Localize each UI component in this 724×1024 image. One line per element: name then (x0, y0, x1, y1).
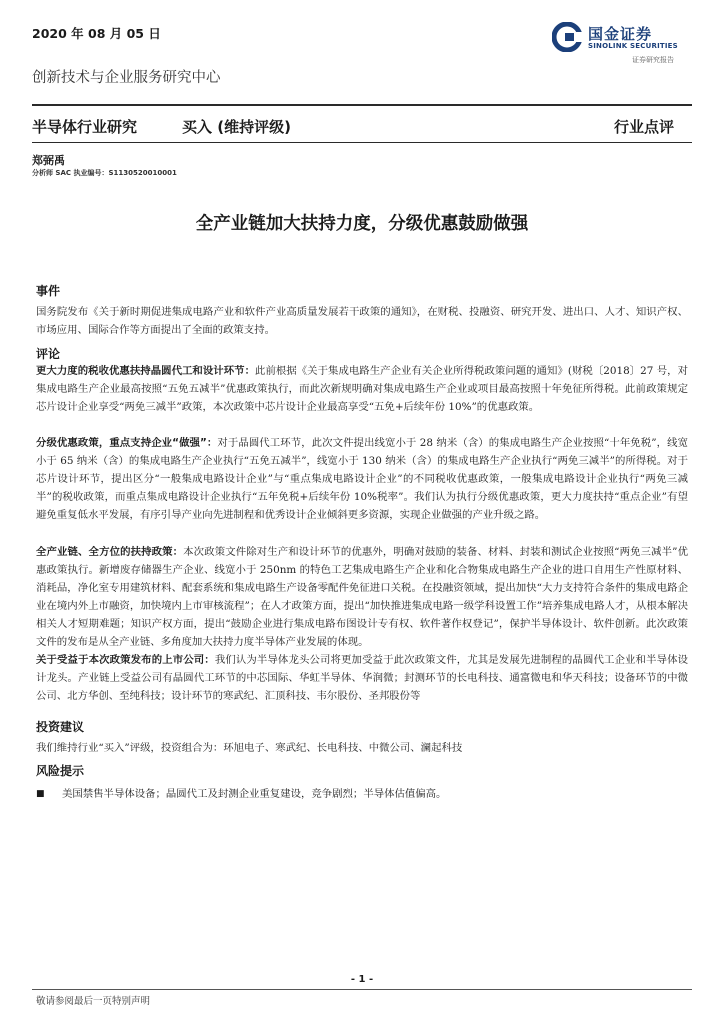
logo-chinese-name: 国金证券 (588, 25, 653, 43)
author-name: 郑弼禹 (32, 154, 65, 167)
logo-english-name: SINOLINK SECURITIES (588, 42, 678, 50)
comment-heading: 评论 (36, 347, 61, 361)
rating-label: 买入 (维持评级) (182, 118, 291, 136)
event-heading: 事件 (36, 284, 61, 298)
comment-paragraph-1 (36, 362, 688, 416)
company-logo (552, 22, 702, 66)
page-number: - 1 - (350, 974, 374, 985)
paragraph-3-text: 本次政策文件除对生产和设计环节的优惠外，明确对鼓励的装备、材料、封装和测试企业按照“两免三减半”优惠政策执行。新增废存储器生产企业、线宽小于 250nm 的特色工艺集成电路生产企业和化合物集成电路生产企业的进口自用生产性原材料、消耗品，净化室专用建筑材料、配套系统和集成电路生产设备零配件免征进口关税。在投融资领域，提出加快“大力支持符合条件的集成电路企业在境内外上市融资，加快境内上市审核流程”；在人才政策方面，提出“加快推进集成电路一级学科设置工作”培养集成电路人才，从根本解决相关人才短期难题；知识产权方面，提出“鼓励企业进行集成电路布图设计专有权、软件著作权登记”，保护半导体设计、软件创新。此次政策文件的发布是从全产业链、多角度加大扶持力度半导体产业发展的体现。 (36, 546, 688, 648)
paragraph-1-lead: 更大力度的税收优惠扶持晶圆代工和设计环节： (36, 365, 256, 377)
logo-subtitle: 证券研究报告 (632, 56, 674, 64)
paragraph-4-text: 我们认为半导体龙头公司将更加受益于此次政策文件，尤其是发展先进制程的晶圆代工企业和半导体设计龙头。产业链上受益公司有晶圆代工环节的中芯国际、华虹半导体、华润微；封测环节的长电科技、通富微电和华天科技；设备环节的中微公司、北方华创、至纯科技；设计环节的寒武纪、汇顶科技、韦尔股份、圣邦股份等 (36, 654, 688, 702)
paragraph-4-lead: 关于受益于本次政策发布的上市公司： (36, 654, 215, 666)
comment-paragraph-3 (36, 543, 688, 651)
investment-paragraph: 我们维持行业“买入”评级，投资组合为：环旭电子、寒武纪、长电科技、中微公司、澜起科技 (36, 742, 463, 754)
author-certificate: 分析师 SAC 执业编号：S1130520010001 (32, 169, 177, 177)
event-paragraph: 国务院发布《关于新时期促进集成电路产业和软件产业高质量发展若干政策的通知》，在财税、投融资、研究开发、进出口、人才、知识产权、市场应用、国际合作等方面提出了全面的政策支持。 (36, 306, 688, 336)
investment-heading: 投资建议 (36, 720, 85, 734)
report-type: 行业点评 (614, 118, 675, 136)
footer-divider (32, 989, 692, 990)
paragraph-3-lead: 全产业链、全方位的扶持政策： (36, 546, 184, 558)
paragraph-2-lead: 分级优惠政策，重点支持企业“做强”： (36, 437, 218, 449)
risk-bullet-icon: ■ (36, 789, 45, 799)
report-date: 2020 年 08 月 05 日 (32, 26, 161, 41)
department-name: 创新技术与企业服务研究中心 (32, 70, 221, 86)
comment-paragraph-4 (36, 651, 688, 705)
paragraph-1-text: 此前根据《关于集成电路生产企业有关企业所得税政策问题的通知》(财税〔2018〕27 号，对集成电路生产企业最高按照“五免五减半”优惠政策执行，而此次新规明确对集成电路生产企业或项目最高按照十年免征所得税。此前政策规定芯片设计企业享受“两免三减半”政策，本次政策中芯片设计企业最高享受“五免+后续年份 10%”的优惠政策。 (36, 365, 688, 413)
industry-label: 半导体行业研究 (32, 118, 138, 136)
footer-disclaimer: 敬请参阅最后一页特别声明 (36, 996, 151, 1007)
header-bottom-divider (32, 142, 692, 143)
comment-paragraph-2 (36, 434, 688, 524)
paragraph-2-text: 对于晶圆代工环节，此次文件提出线宽小于 28 纳米（含）的集成电路生产企业按照“十年免税”，线宽小于 65 纳米（含）的集成电路生产企业执行“五免五减半”，线宽小于 130 纳米（含）的集成电路生产企业执行“两免三减半”的所得税。对于芯片设计环节，提出区分“一般集成电路设计企业”与“重点集成电路设计企业”的不同税收优惠政策，一般集成电路设计企业执行“两免三减半”的税收政策，而重点集成电路设计企业执行“五年免税+后续年份 10%税率”。我们认为执行分级优惠政策，更大力度扶持“重点企业”有望避免重复低水平发展，有序引导产业向先进制程和优秀设计企业倾斜更多资源，实现企业做强的产业升级之路。 (36, 437, 688, 521)
risk-text: 美国禁售半导体设备；晶圆代工及封测企业重复建设，竞争剧烈；半导体估值偏高。 (62, 788, 447, 800)
sinolink-logo-icon (552, 22, 582, 52)
header-divider (32, 104, 692, 106)
risk-heading: 风险提示 (36, 764, 85, 778)
report-title: 全产业链加大扶持力度，分级优惠鼓励做强 (195, 214, 529, 234)
